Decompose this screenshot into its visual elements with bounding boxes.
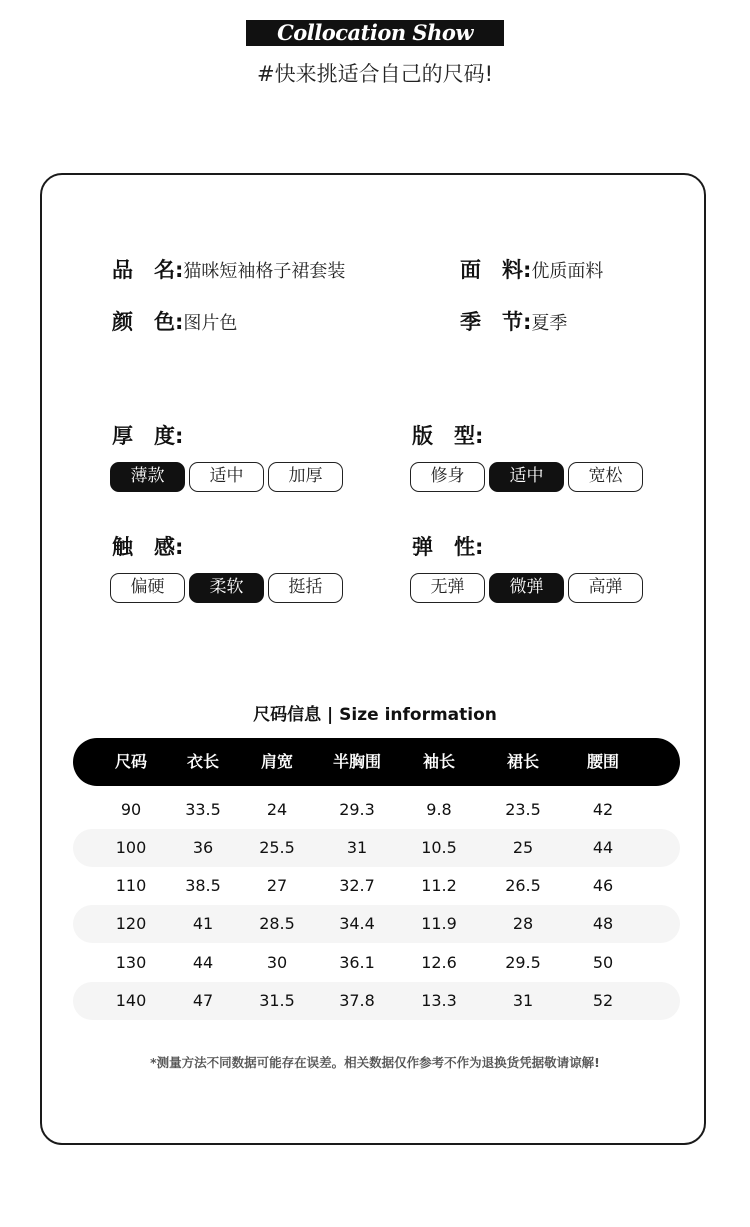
elasticity-option-high: 高弹	[568, 573, 643, 603]
product-name-value: 猫咪短袖格子裙套装	[183, 261, 346, 282]
size-table-header	[73, 738, 680, 786]
table-cell: 36	[192, 838, 214, 857]
thickness-option-thin: 薄款	[110, 462, 185, 492]
color-value: 图片色	[183, 313, 238, 334]
header-length: 衣长	[186, 752, 219, 771]
table-cell: 38.5	[185, 876, 221, 895]
table-cell: 29.5	[505, 953, 541, 972]
table-cell: 31	[346, 838, 368, 857]
product-name-label: 品 名:	[112, 258, 184, 282]
table-cell: 37.8	[339, 991, 375, 1010]
season-label: 季 节:	[460, 310, 532, 334]
product-name-line	[112, 254, 345, 284]
table-cell: 25.5	[259, 838, 295, 857]
table-cell: 110	[115, 876, 147, 895]
header-sleeve: 袖长	[422, 752, 455, 771]
header-waist: 腰围	[586, 752, 619, 771]
table-cell: 140	[115, 991, 147, 1010]
fit-option-regular: 适中	[489, 462, 564, 492]
table-cell: 30	[266, 953, 288, 972]
header-size: 尺码	[114, 752, 147, 771]
table-cell: 9.8	[426, 800, 452, 819]
elasticity-options	[410, 573, 643, 603]
header-shoulder: 肩宽	[260, 752, 293, 771]
elasticity-option-none: 无弹	[410, 573, 485, 603]
table-row	[73, 982, 680, 1020]
table-cell: 130	[115, 953, 147, 972]
table-cell: 50	[592, 953, 614, 972]
fabric-line	[460, 254, 603, 284]
elasticity-title: 弹 性:	[412, 535, 484, 559]
fit-title: 版 型:	[412, 424, 484, 448]
table-cell: 42	[592, 800, 614, 819]
table-cell: 90	[120, 800, 142, 819]
table-row	[73, 867, 680, 905]
season-value: 夏季	[531, 313, 568, 334]
table-cell: 120	[115, 914, 147, 933]
touch-option-soft: 柔软	[189, 573, 264, 603]
table-cell: 48	[592, 914, 614, 933]
table-cell: 46	[592, 876, 614, 895]
header-half-chest: 半胸围	[332, 752, 381, 771]
table-row	[73, 905, 680, 943]
table-cell: 41	[192, 914, 214, 933]
table-cell: 34.4	[339, 914, 375, 933]
touch-option-hard: 偏硬	[110, 573, 185, 603]
table-cell: 25	[512, 838, 534, 857]
table-cell: 44	[592, 838, 614, 857]
fit-option-slim: 修身	[410, 462, 485, 492]
table-cell: 27	[266, 876, 288, 895]
table-cell: 12.6	[421, 953, 457, 972]
table-cell: 32.7	[339, 876, 375, 895]
page-subtitle: #快来挑适合自己的尺码!	[256, 62, 493, 86]
table-cell: 31.5	[259, 991, 295, 1010]
table-cell: 26.5	[505, 876, 541, 895]
table-cell: 36.1	[339, 953, 375, 972]
table-cell: 28.5	[259, 914, 295, 933]
color-line	[112, 306, 237, 336]
table-cell: 31	[512, 991, 534, 1010]
measurement-disclaimer: *测量方法不同数据可能存在误差。相关数据仅作参考不作为退换货凭据敬请谅解!	[150, 1055, 600, 1070]
table-cell: 23.5	[505, 800, 541, 819]
table-cell: 44	[192, 953, 214, 972]
fit-options	[410, 462, 643, 492]
table-row	[73, 791, 680, 829]
fabric-value: 优质面料	[531, 261, 604, 282]
table-cell: 52	[592, 991, 614, 1010]
elasticity-option-slight: 微弹	[489, 573, 564, 603]
table-cell: 28	[512, 914, 534, 933]
thickness-option-medium: 适中	[189, 462, 264, 492]
fit-option-loose: 宽松	[568, 462, 643, 492]
touch-option-crisp: 挺括	[268, 573, 343, 603]
season-line	[460, 306, 567, 336]
table-row	[73, 944, 680, 982]
thickness-title: 厚 度:	[112, 424, 184, 448]
table-row	[73, 829, 680, 867]
table-cell: 47	[192, 991, 214, 1010]
header-skirt-length: 裙长	[506, 752, 539, 771]
table-cell: 11.2	[421, 876, 457, 895]
table-cell: 11.9	[421, 914, 457, 933]
thickness-option-thick: 加厚	[268, 462, 343, 492]
touch-options	[110, 573, 343, 603]
touch-title: 触 感:	[112, 535, 184, 559]
size-table-title: 尺码信息 | Size information	[253, 705, 497, 725]
table-cell: 100	[115, 838, 147, 857]
thickness-options	[110, 462, 343, 492]
fabric-label: 面 料:	[460, 258, 532, 282]
table-cell: 10.5	[421, 838, 457, 857]
collocation-show-banner: Collocation Show	[246, 20, 504, 46]
color-label: 颜 色:	[112, 310, 184, 334]
table-cell: 29.3	[339, 800, 375, 819]
table-cell: 24	[266, 800, 288, 819]
table-cell: 33.5	[185, 800, 221, 819]
table-cell: 13.3	[421, 991, 457, 1010]
